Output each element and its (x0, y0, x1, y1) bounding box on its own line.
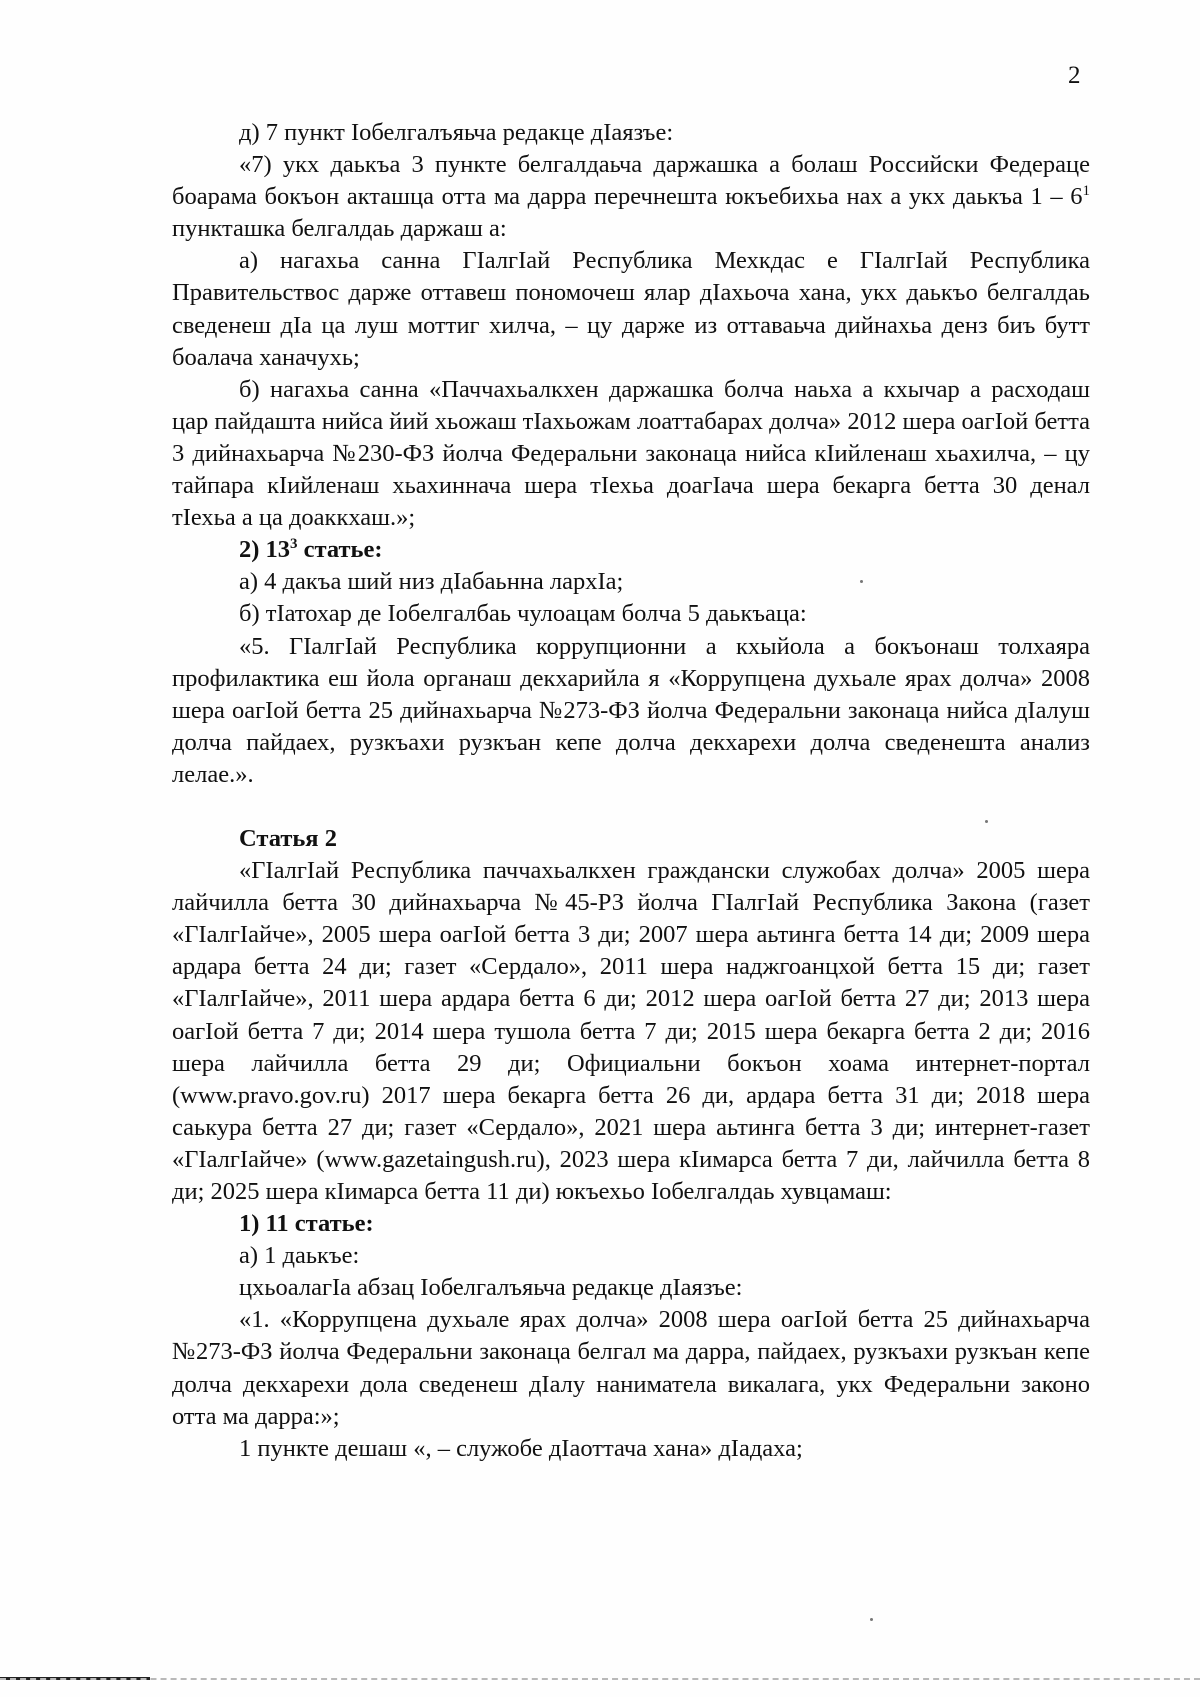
article-2-heading: Статья 2 (239, 824, 337, 852)
paragraph-b-1: б) нагахьа санна «Паччахьалкхен даржашка болча наьха а кхычар а расходаш цар пайдашта нийса йий хьожаш тІахьожам лоаттабарах долча» 2012 шера оагІой бетта 3 дийнахьарча №230-ФЗ йолча Федеральни законаца нийса кІийленаш хьахилча, – цу тайпара кІийленаш хьахиннача шера тІехьа доагІача шера бекарга бетта 30 денал тІехьа а ца доаккхаш.»; (172, 375, 1090, 532)
paragraph-7-text: «7) укх даькъа 3 пункте белгалдаьча даржашка а болаш Российски Федераце боарама бокъон акташца отта ма дарра перечнешта юкъебихьа нах а укх даькъа $1 - 6^1$ пункташка белгалдаь даржаш а: (172, 151, 1090, 243)
scan-speck (860, 580, 863, 583)
item-1-heading: 1) 11 статье: (239, 1210, 374, 1238)
paragraph-point-1: 1 пункте дешаш «, – служобе дІаоттача хана» дІадаха; (239, 1434, 803, 1462)
document-body (172, 117, 1090, 1465)
scan-speck (985, 820, 988, 823)
paragraph-a-2: а) 4 дакъа ший низ дІабаьнна лархІа; (239, 568, 624, 596)
paragraph-b-2: б) тІатохар де Іобелгалбаь чулоацам болча 5 даькъаца: (239, 600, 807, 628)
paragraph-a-1: а) нагахьа санна ГІалгІай Республика Мехкдас е ГІалгІай Республика Правительствос дарже оттавеш пономочеш ялар дІахьоча хана, укх даькъо белгалдаь сведенеш дІа ца луш моттиг хилча, – цу дарже из оттаваьча дийнахьа денз биъ бутт боалача ханачухь; (172, 247, 1090, 371)
article-2-intro: «ГІалгІай Республика паччахьалкхен граждански служобах долча» 2005 шера лайчилла бетта 30 дийнахьарча №45-РЗ йолча ГІалгІай Республика Закона (газет «ГІалгІайче», 2005 шера оагІой бетта 3 ди; 2007 шера аьтинга бетта 14 ди; 2009 шера ардара бетта 24 ди; газет «Сердало», 2011 шера наджгоанцхой бетта 15 ди; газет «ГІалгІайче», 2011 шера ардара бетта 6 ди; 2012 шера оагІой бетта 27 ди; 2013 шера оагІой бетта 7 ди; 2014 шера тушола бетта 7 ди; 2015 шера бекарга бетта 2 ди; 2016 шера лайчилла бетта 29 ди; Официальни бокъон хоама интернет-портал (www.pravo.gov.ru) 2017 шера бекарга бетта 26 ди, ардара бетта 31 ди; 2018 шера саькура бетта 27 ди; газет «Сердало», 2021 шера аьтинга бетта 3 ди; интернет-газет «ГІалгІайче» (www.gazetaingush.ru), 2023 шера кІимарса бетта 7 ди, лайчилла бетта 8 ди; 2025 шера кІимарса бетта 11 ди) юкъехьо Іобелгалдаь хувцамаш: (172, 857, 1090, 1205)
paragraph-5-text: «5. ГІалгІай Республика коррупционни а кхыйола а бокъонаш толхаяра профилактика еш йола органаш декхарийла я «Коррупцена духьале ярах долча» 2008 шера оагІой бетта 25 дийнахьарча №273-ФЗ йолча Федеральни законаца нийса дІалуш долча пайдаех, рузкъахи рузкъан кепе долча декхарехи долча сведенешта анализ лелае.». (172, 632, 1090, 788)
scan-dashed-line (0, 1678, 1200, 1680)
paragraph-a-3: а) 1 даькъе: (239, 1242, 360, 1270)
paragraph-d-7: д) 7 пункт Іобелгалъяьча редакце дІаязъе: (239, 119, 674, 146)
paragraph-first-abzac: цхьоалагІа абзац Іобелгалъяьча редакце дІаязъе: (239, 1274, 743, 1302)
page-number: 2 (1068, 62, 1081, 89)
scan-speck (870, 1618, 873, 1621)
item-2-heading: 2) $13^3$ статье: (239, 536, 383, 564)
paragraph-1-text: «1. «Коррупцена духьале ярах долча» 2008 шера оагІой бетта 25 дийнахьарча №273-ФЗ йолча Федеральни законаца белгал ма дарра, пайдаех, рузкъахи рузкъан кепе долча декхарехи дола сведенеш дІалу наниматела викалага, укх Федеральни законо отта ма дарра:»; (172, 1306, 1090, 1430)
